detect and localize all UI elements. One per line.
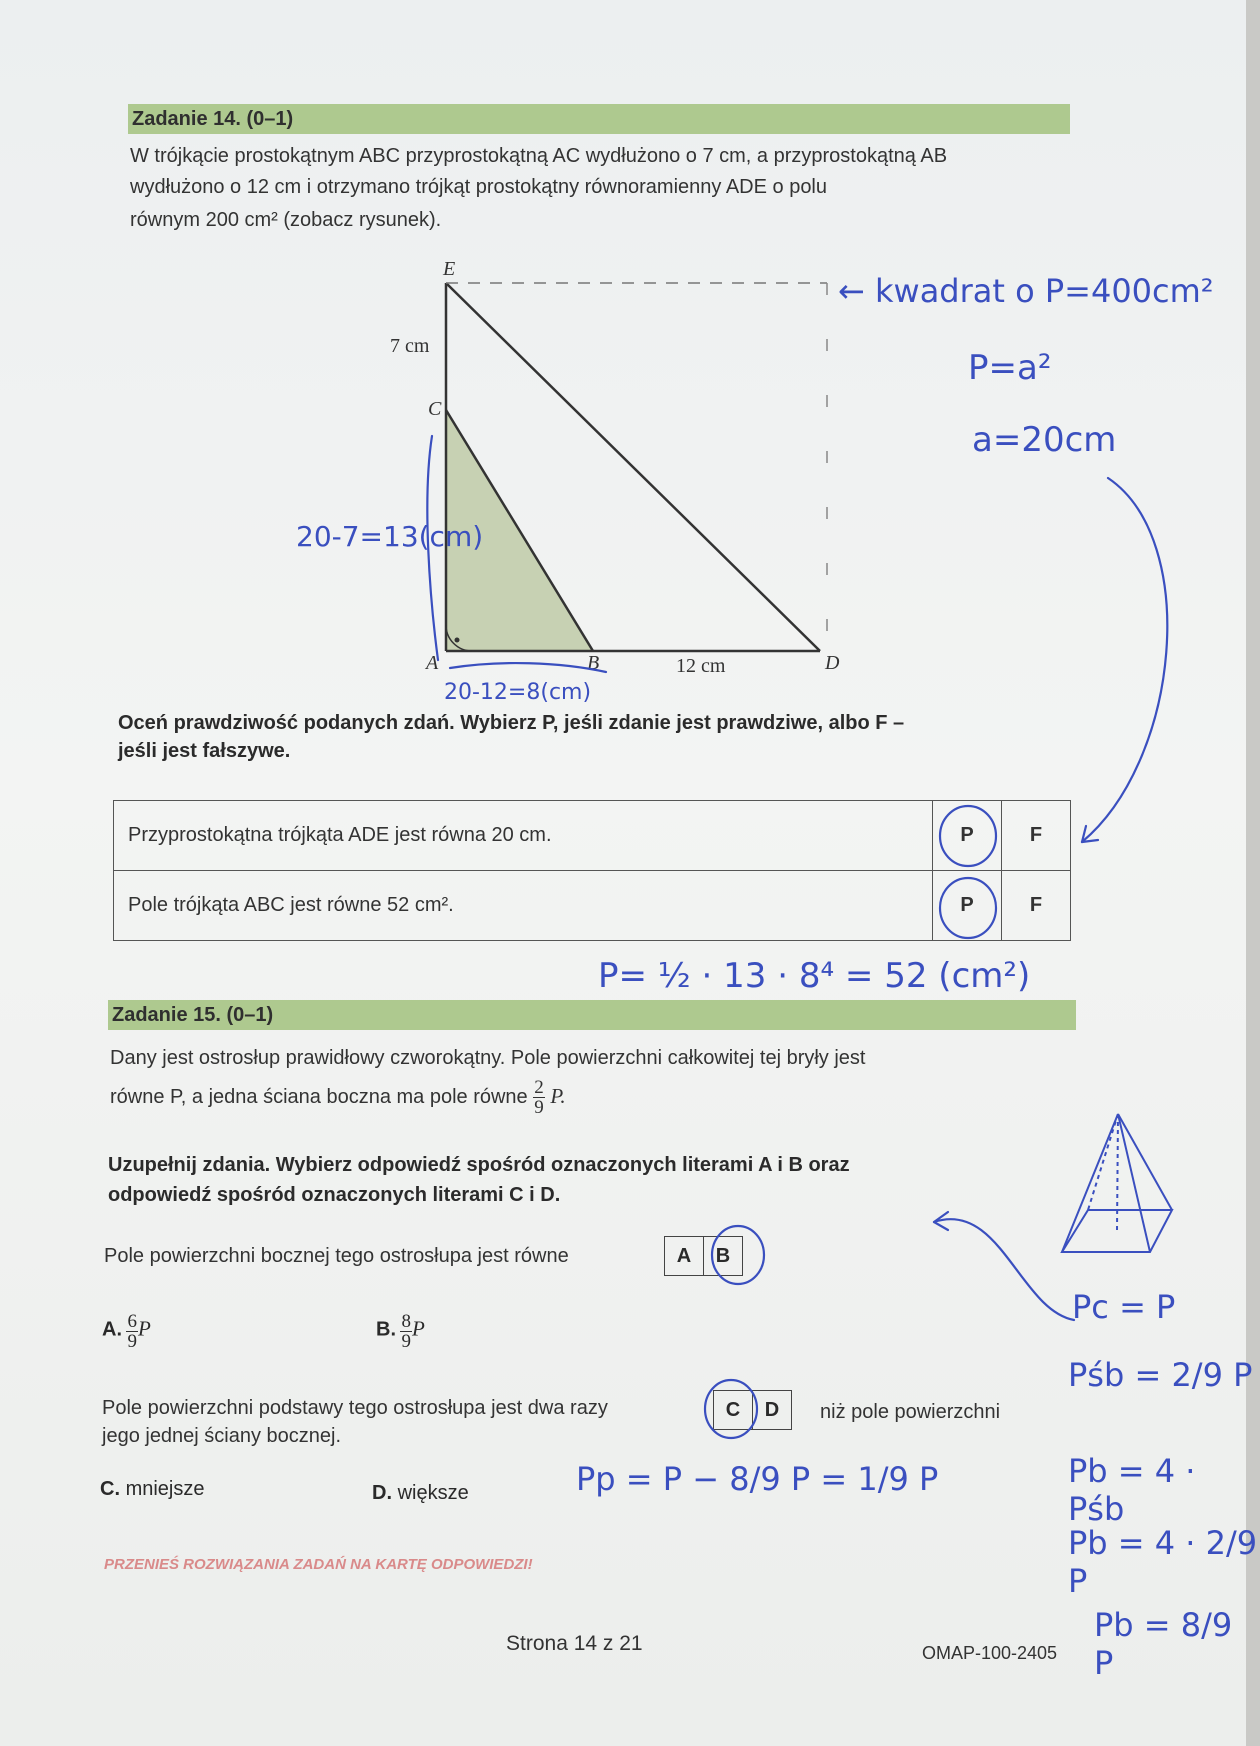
bracket-ac	[427, 436, 438, 660]
circle-choice-c	[705, 1380, 757, 1438]
option-p[interactable]: P	[933, 801, 1002, 871]
sentence-base-area-part2: niż pole powierzchni	[820, 1401, 1001, 1423]
bracket-ab	[450, 663, 606, 672]
label-7cm: 7 cm	[390, 335, 430, 357]
option-p[interactable]: P	[933, 871, 1002, 941]
hw-psb: Pśb = 2/9 P	[1068, 1356, 1253, 1394]
page-number: Strona 14 z 21	[506, 1632, 643, 1655]
option-d[interactable]: D. większe	[372, 1482, 469, 1504]
task14-text-line1: W trójkącie prostokątnym ABC przyprostokątną AC wydłużono o 7 cm, a przyprostokątną AB	[130, 145, 948, 167]
option-c[interactable]: C. mniejsze	[100, 1478, 205, 1500]
circle-p-row1	[940, 806, 996, 866]
fraction-two-ninths: $\frac{2}{9}$	[534, 1077, 544, 1118]
option-b[interactable]: B. $\frac{8}{9}$ P	[376, 1311, 425, 1352]
sentence-base-area-line2: jego jednej ściany bocznej.	[102, 1425, 342, 1447]
arrow-to-row1	[1082, 478, 1167, 842]
sentence-lateral-area: Pole powierzchni bocznej tego ostrosłupa jest równe	[104, 1245, 569, 1267]
choice-a[interactable]: A	[676, 1245, 692, 1267]
statement-text: Pole trójkąta ABC jest równe 52 cm².	[114, 871, 933, 941]
hw-p-equation: P=a²	[968, 348, 1052, 388]
label-d: D	[825, 652, 840, 674]
task14-text-line3: równym 200 cm² (zobacz rysunek).	[130, 209, 442, 231]
label-a: A	[426, 652, 439, 674]
circle-choice-b	[712, 1226, 764, 1284]
task14-text-line2: wydłużono o 12 cm i otrzymano trójkąt prostokątny równoramienny ADE o polu	[130, 176, 828, 198]
task14-instruction-line1: Oceń prawdziwość podanych zdań. Wybierz P, jeśli zdanie jest prawdziwe, albo F –	[118, 712, 905, 734]
hw-area-calc: P= ½ · 13 · 8⁴ = 52 (cm²)	[598, 956, 1031, 996]
task14-title: Zadanie 14. (0–1)	[132, 108, 294, 130]
choice-c[interactable]: C	[725, 1399, 741, 1421]
label-c: C	[428, 398, 442, 420]
label-e: E	[443, 258, 456, 280]
task15-text-line2: równe P, a jedna ściana boczna ma pole równe $\frac{2}{9}$ P.	[110, 1077, 566, 1118]
option-f[interactable]: F	[1002, 801, 1071, 871]
option-a[interactable]: A. $\frac{6}{9}$ P	[102, 1311, 151, 1352]
circle-p-row2	[940, 878, 996, 938]
hw-pb1: Pb = 4 · Pśb	[1068, 1452, 1196, 1528]
statement-text: Przyprostokątna trójkąta ADE jest równa 20 cm.	[114, 801, 933, 871]
hw-a-equation: a=20cm	[972, 420, 1117, 460]
task15-instruction-line2: odpowiedź spośród oznaczonych literami C i D.	[108, 1184, 561, 1206]
hw-pb2: Pb = 4 · 2/9 P	[1068, 1524, 1258, 1600]
label-b: B	[587, 652, 600, 674]
label-12cm: 12 cm	[676, 655, 726, 677]
hw-ab-calc: 20-12=8(cm)	[444, 680, 592, 705]
task14-instruction-line2: jeśli jest fałszywe.	[118, 740, 291, 762]
hw-pb3: Pb = 8/9 P	[1094, 1606, 1233, 1682]
choice-b[interactable]: B	[703, 1237, 742, 1275]
hw-pp-calc: Pp = P − 8/9 P = 1/9 P	[576, 1460, 939, 1498]
task15-text-line1: Dany jest ostrosłup prawidłowy czworokątny. Pole powierzchni całkowitej tej bryły jest	[110, 1047, 866, 1069]
hw-square-note: ← kwadrat o P=400cm²	[838, 272, 1214, 310]
transfer-note: PRZENIEŚ ROZWIĄZANIA ZADAŃ NA KARTĘ ODPOWIEDZI!	[104, 1556, 533, 1573]
hw-ac-calc: 20-7=13(cm)	[296, 520, 484, 553]
task15-instruction-line1: Uzupełnij zdania. Wybierz odpowiedź spośród oznaczonych literami A i B oraz	[108, 1154, 850, 1176]
choice-d[interactable]: D	[752, 1391, 791, 1429]
option-f[interactable]: F	[1002, 871, 1071, 941]
sentence-base-area-part1: Pole powierzchni podstawy tego ostrosłupa jest dwa razy	[102, 1397, 608, 1419]
hw-pc: Pc = P	[1072, 1288, 1176, 1326]
document-code: OMAP-100-2405	[922, 1643, 1058, 1663]
arrow-to-sentence	[934, 1219, 1074, 1320]
task15-title: Zadanie 15. (0–1)	[112, 1004, 274, 1026]
